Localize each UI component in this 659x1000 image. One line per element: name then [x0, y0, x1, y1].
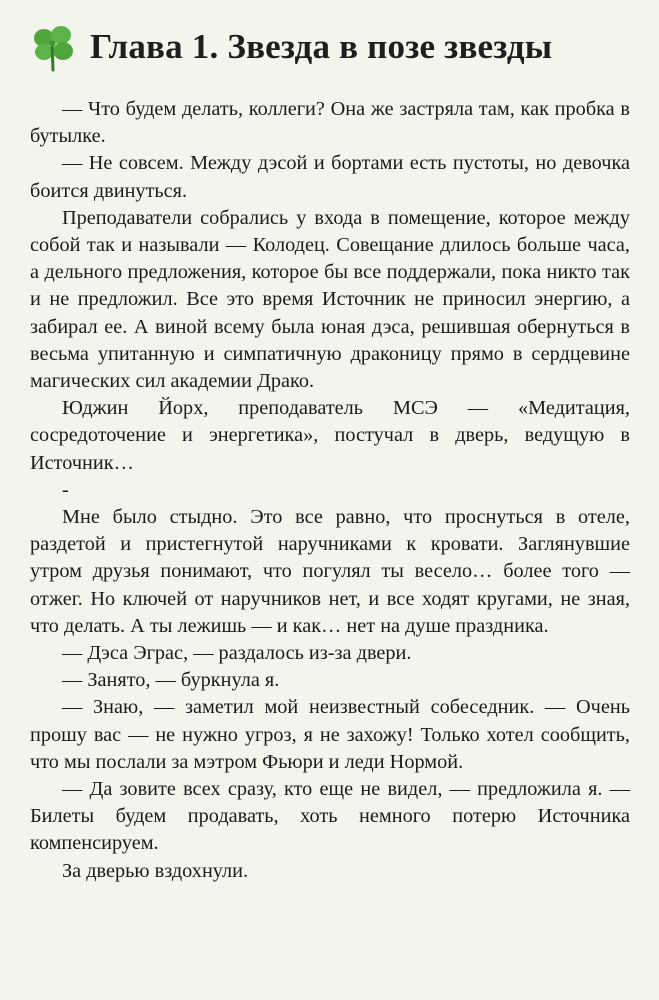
chapter-heading [30, 22, 630, 72]
chapter-title: Глава 1. Звезда в позе звезды [90, 27, 553, 66]
paragraph: — Да зовите всех сразу, кто еще не видел, — предложила я. — Билеты будем продавать, хоть немного потерю Источника компенсируем. [30, 778, 630, 855]
paragraph: За дверью вздохнули. [62, 859, 249, 882]
paragraph: Преподаватели собрались у входа в помещение, которое между собой так и называли — Колодец. Совещание длилось больше часа, а дельного предложения, которое бы все поддержали, пока никто так и не предложил. Все это время Источник не приносил энергию, а забирал ее. А виной всему была юная дэса, решившая обернуться в весьма упитанную и симпатичную драконицу прямо в сердцевине магических сил академии Драко. [30, 206, 630, 393]
book-page [30, 0, 630, 1000]
paragraph: Юджин Йорх, преподаватель МСЭ — «Медитация, сосредоточение и энергетика», постучал в дверь, ведущую в Источник… [30, 397, 630, 474]
chapter-text [30, 96, 630, 885]
clover-icon [30, 22, 76, 72]
scene-separator: - [62, 478, 69, 501]
paragraph: — Что будем делать, коллеги? Она же застряла там, как пробка в бутылке. [30, 98, 630, 148]
paragraph: — Занято, — буркнула я. [62, 669, 280, 692]
paragraph: — Не совсем. Между дэсой и бортами есть пустоты, но девочка боится двинуться. [30, 152, 630, 202]
paragraph: — Дэса Эграс, — раздалось из-за двери. [62, 642, 412, 665]
paragraph: — Знаю, — заметил мой неизвестный собеседник. — Очень прошу вас — не нужно угроз, я не захожу! Только хотел сообщить, что мы послали за мэтром Фьюри и леди Нормой. [30, 696, 630, 773]
paragraph: Мне было стыдно. Это все равно, что проснуться в отеле, раздетой и пристегнутой наручниками к кровати. Заглянувшие утром друзья понимают, что погулял ты весело… более того — отжег. Но ключей от наручников нет, и все ходят кругами, не зная, что делать. А ты лежишь — и как… нет на душе праздника. [30, 506, 630, 637]
